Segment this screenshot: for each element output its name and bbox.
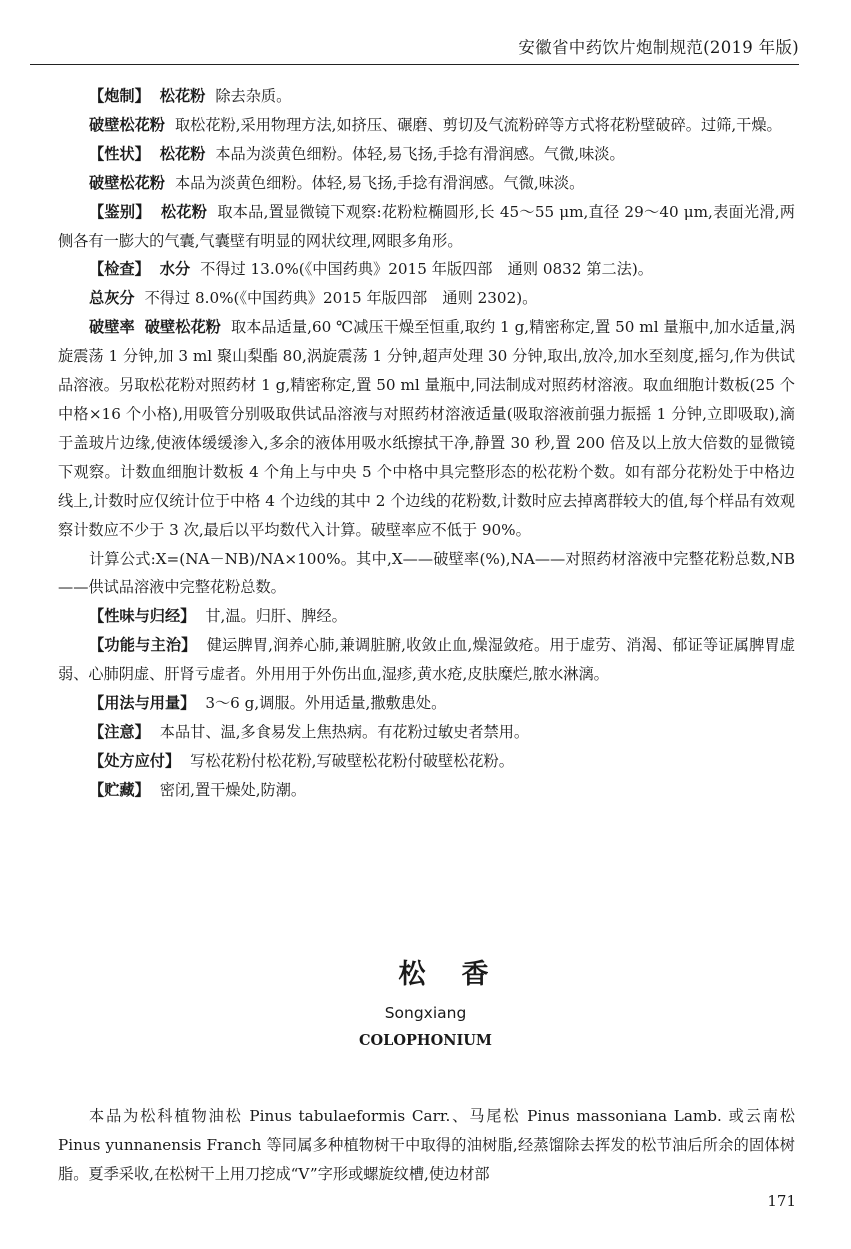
pobilv-sub2: 破壁松花粉 [144, 318, 221, 337]
huifen-paragraph [58, 284, 795, 313]
section-title: 松香 [398, 959, 525, 990]
section-intro-text: 本品为松科植物油松 Pinus tabulaeformis Carr.、马尾松 Pinus massoniana Lamb. 或云南松 Pinus yunnanensis Franch 等同属多种植物树干中取得的油树脂,经蒸馏除去挥发的松节油后所余的固体树脂。夏季采收,在松树干上用刀挖成“V”字形或螺旋纹槽,使边材部 [58, 1107, 795, 1183]
pobi-sub: 破壁松花粉 [89, 115, 165, 134]
zhucang-tag: 【贮藏】 [89, 780, 150, 799]
formula-text: 计算公式:X=(NA－NB)/NA×100%。其中,X——破壁率(%),NA——对照药材溶液中完整花粉总数,NB——供试品溶液中完整花粉总数。 [58, 549, 795, 597]
section-latin-name: COLOPHONIUM [359, 1032, 492, 1049]
page-number: 171 [767, 1192, 796, 1210]
paozhi-tag: 【炮制】 [89, 87, 150, 105]
zhucang-paragraph [58, 776, 795, 805]
xingwei-tag: 【性味与归经】 [89, 607, 196, 626]
formula-paragraph [58, 545, 795, 603]
chufang-paragraph [58, 747, 795, 776]
huifen-sub: 总灰分 [89, 289, 135, 308]
pobi-text: 取松花粉,采用物理方法,如挤压、碾磨、剪切及气流粉碎等方式将花粉壁破碎。过筛,干燥。 [174, 115, 782, 134]
pobilv-text: 取本品适量,60 ℃减压干燥至恒重,取约 1 g,精密称定,置 50 ml 量瓶中,加水适量,涡旋震荡 1 分钟,加 3 ml 聚山梨酯 80,涡旋震荡 1 分钟,超声处理 30 分钟,取出,放冷,加水至刻度,摇匀,作为供试品溶液。另取松花粉对照药材 1 g,精密称定,置 50 ml 量瓶中,同法制成对照药材溶液。取血细胞计数板(25 个中格×16 个小格),用吸管分别吸取供试品溶液与对照药材溶液适量(吸取溶液前强力振摇 1 分钟,立即吸取),滴于盖玻片边缘,使液体缓缓渗入,多余的液体用吸水纸擦拭干净,静置 30 秒,置 200 倍及以上放大倍数的显微镜下观察。计数血细胞计数板 4 个角上与中央 5 个中格中具完整形态的松花粉个数。如有部分花粉处于中格边线上,计数时应仅统计位于中格 4 个边线的其中 2 个边线的花粉数,计数时应去掉离群较大的值,每个样品有效观察计数应不少于 3 次,最后以平均数代入计算。破壁率应不低于 90%。 [58, 318, 796, 539]
running-header [30, 30, 799, 65]
jiancha-text: 不得过 13.0%(《中国药典》2015 年版四部 通则 0832 第二法)。 [200, 260, 653, 279]
running-header-title: 安徽省中药饮片炮制规范(2019 年版) [518, 38, 799, 57]
pobilv-paragraph [58, 313, 795, 544]
zhuyi-paragraph [58, 718, 795, 747]
xingzhuang2-paragraph [58, 169, 795, 198]
jiancha-tag: 【检查】 [89, 260, 150, 279]
jiancha-paragraph [58, 255, 795, 284]
xingzhuang-sub: 松花粉 [159, 144, 206, 163]
chufang-text: 写松花粉付松花粉,写破壁松花粉付破壁松花粉。 [190, 751, 514, 770]
monograph-body [58, 82, 795, 805]
pobilv-sub: 破壁率 [89, 318, 135, 337]
paozhi-sub: 松花粉 [159, 87, 206, 105]
gongneng-tag: 【功能与主治】 [89, 636, 197, 655]
gongneng-paragraph [58, 631, 795, 689]
yongfa-tag: 【用法与用量】 [89, 694, 196, 713]
jianbie-sub: 松花粉 [160, 202, 208, 221]
paozhi-text: 除去杂质。 [215, 87, 292, 105]
chufang-tag: 【处方应付】 [89, 751, 181, 770]
jiancha-sub: 水分 [159, 260, 191, 279]
section-intro [58, 1102, 795, 1189]
yongfa-paragraph [58, 689, 795, 718]
xingzhuang-text: 本品为淡黄色细粉。体轻,易飞扬,手捻有滑润感。气微,味淡。 [215, 144, 625, 163]
jianbie-text: 取本品,置显微镜下观察:花粉粒椭圆形,长 45～55 μm,直径 29～40 μm,表面光滑,两侧各有一膨大的气囊,气囊壁有明显的网状纹理,网眼多角形。 [58, 202, 795, 250]
gongneng-text: 健运脾胃,润养心肺,兼调脏腑,收敛止血,燥湿敛疮。用于虚劳、消渴、郁证等证属脾胃虚弱、心肺阴虚、肝肾亏虚者。外用用于外伤出血,湿疹,黄水疮,皮肤糜烂,脓水淋漓。 [58, 636, 796, 684]
paozhi-paragraph [58, 82, 795, 111]
pobi-paragraph [58, 111, 795, 140]
xingzhuang-paragraph [58, 140, 795, 169]
xingwei-paragraph [58, 602, 795, 631]
yongfa-text: 3～6 g,调服。外用适量,撒敷患处。 [205, 694, 447, 713]
jianbie-tag: 【鉴别】 [89, 202, 151, 221]
section-pinyin: Songxiang [384, 1004, 467, 1022]
zhucang-text: 密闭,置干燥处,防潮。 [159, 780, 307, 799]
xingzhuang-tag: 【性状】 [89, 144, 150, 163]
xingwei-text: 甘,温。归肝、脾经。 [205, 607, 347, 626]
huifen-text: 不得过 8.0%(《中国药典》2015 年版四部 通则 2302)。 [144, 289, 538, 308]
zhuyi-tag: 【注意】 [89, 722, 150, 741]
jianbie-paragraph [58, 198, 795, 256]
zhuyi-text: 本品甘、温,多食易发上焦热病。有花粉过敏史者禁用。 [159, 722, 530, 741]
xingzhuang2-text: 本品为淡黄色细粉。体轻,易飞扬,手捻有滑润感。气微,味淡。 [174, 173, 585, 192]
xingzhuang2-sub: 破壁松花粉 [89, 173, 165, 192]
